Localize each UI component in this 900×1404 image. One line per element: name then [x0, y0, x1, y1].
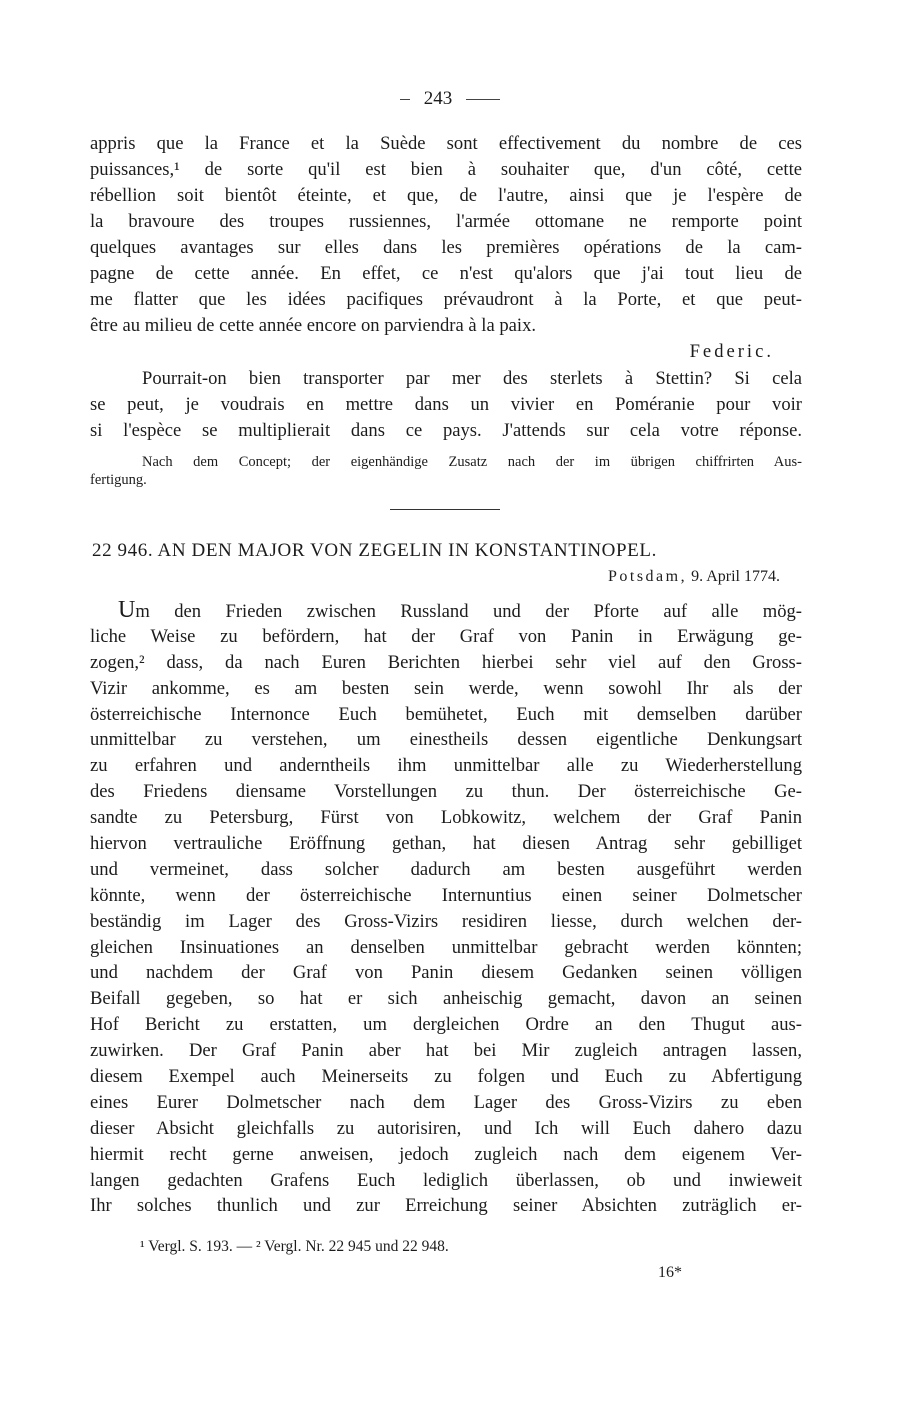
text-line: liche Weise zu befördern, hat der Graf von Panin in Erwägung ge- [90, 625, 802, 647]
text-line: und nachdem der Graf von Panin diesem Gedanken seinen völligen [90, 962, 802, 984]
first-line-rest: m den Frieden zwischen Russland und der Pforte auf alle mög- [135, 601, 802, 622]
letter1-source-note [90, 453, 802, 489]
text-line: Nach dem Concept; der eigenhändige Zusatz nach der im übrigen chiffrirten Aus- [142, 454, 802, 470]
signature: Federic. [689, 341, 774, 362]
letter2-heading: 22 946. AN DEN MAJOR VON ZEGELIN IN KONSTANTINOPEL. [92, 540, 657, 561]
text-line: und vermeinet, dass solcher dadurch am besten ausgeführt werden [90, 858, 802, 880]
text-line: appris que la France et la Suède sont effectivement du nombre de ces [90, 133, 802, 154]
text-line: dieser Absicht gleichfalls zu autorisiren, und Ich will Euch dahero dazu [90, 1117, 802, 1139]
text-line: gleichen Insinuationes an denselben unmittelbar gebracht werden könnten; [90, 936, 802, 958]
letter1-signature [90, 339, 802, 365]
place: Potsdam, [607, 568, 688, 585]
letter1-body [90, 131, 802, 339]
date: 9. April 1774. [691, 568, 780, 585]
text-line: unmittelbar zu verstehen, um einestheils dessen eigentliche Denkungsart [90, 729, 802, 751]
text-line: eines Eurer Dolmetscher nach dem Lager des Gross-Vizirs zu eben [90, 1091, 802, 1113]
text-line: Ihr solches thunlich und zur Erreichung seiner Absichten zuträglich er- [90, 1195, 802, 1217]
footnotes: ¹ Vergl. S. 193. — ² Vergl. Nr. 22 945 und 22 948. [140, 1238, 449, 1255]
section-divider [390, 509, 500, 510]
text-line: könnte, wenn der österreichische Internuntius einen seiner Dolmetscher [90, 884, 802, 906]
text-line: Beifall gegeben, so hat er sich anheischig gemacht, davon an seinen [90, 988, 802, 1010]
text-line: des Friedens diensame Vorstellungen zu thun. Der österreichische Ge- [90, 781, 802, 803]
text-line: la bravoure des troupes russiennes, l'armée ottomane ne remporte point [90, 211, 802, 232]
text-line: rébellion soit bientôt éteinte, et que, de l'autre, ainsi que je l'espère de [90, 185, 802, 206]
text-line: beständig im Lager des Gross-Vizirs residiren liesse, durch welchen der- [90, 910, 802, 932]
text-line: langen gedachten Grafens Euch lediglich überlassen, ob und inwieweit [90, 1169, 802, 1191]
text-line: zuwirken. Der Graf Panin aber hat bei Mir zugleich antragen lassen, [90, 1040, 802, 1062]
page-number-line [0, 88, 900, 110]
text-line: Hof Bericht zu erstatten, um dergleichen Ordre an den Thugut aus- [90, 1014, 802, 1036]
text-line: österreichische Internonce Euch bemühetet, Euch mit demselben darüber [90, 703, 802, 725]
first-line [90, 598, 802, 624]
text-line: pagne de cette année. En effet, ce n'est qu'alors que j'ai tout lieu de [90, 263, 802, 284]
text-line: puissances,¹ de sorte qu'il est bien à souhaiter que, d'un côté, cette [90, 159, 802, 180]
text-line: zu erfahren und anderntheils ihm unmittelbar alle zu Wiederherstellung [90, 755, 802, 777]
dash-right [466, 99, 500, 100]
letter2-body [90, 598, 802, 1219]
text-line: être au milieu de cette année encore on parviendra à la paix. [90, 315, 537, 336]
text-line: hiervon vertrauliche Eröffnung gethan, hat diesen Antrag sehr gebilliget [90, 833, 802, 855]
letter1-postscript [90, 366, 802, 444]
dash-left [400, 99, 410, 100]
initial-letter: U [118, 597, 136, 623]
text-line: diesem Exempel auch Meinerseits zu folgen und Euch zu Abfertigung [90, 1066, 802, 1088]
text-line: fertigung. [90, 472, 147, 488]
text-line: Vizir ankomme, es am besten sein werde, wenn sowohl Ihr als der [90, 677, 802, 699]
text-line: me flatter que les idées pacifiques prévaudront à la Porte, et que peut- [90, 289, 802, 310]
page-number: 243 [423, 88, 453, 109]
text-line: quelques avantages sur elles dans les premières opérations de la cam- [90, 237, 802, 258]
text-line: Pourrait-on bien transporter par mer des sterlets à Stettin? Si cela [142, 368, 802, 389]
text-line: si l'espèce se multiplierait dans ce pays. J'attends sur cela votre réponse. [90, 420, 802, 441]
text-line: zogen,² dass, da nach Euren Berichten hierbei sehr viel auf den Gross- [90, 651, 802, 673]
letter2-dateline [608, 568, 780, 586]
text-line: se peut, je voudrais en mettre dans un vivier en Poméranie pour voir [90, 394, 802, 415]
signature-mark: 16* [658, 1264, 682, 1281]
text-line: hiermit recht gerne anweisen, jedoch zugleich nach dem eigenem Ver- [90, 1143, 802, 1165]
text-line: sandte zu Petersburg, Fürst von Lobkowitz, welchem der Graf Panin [90, 807, 802, 829]
